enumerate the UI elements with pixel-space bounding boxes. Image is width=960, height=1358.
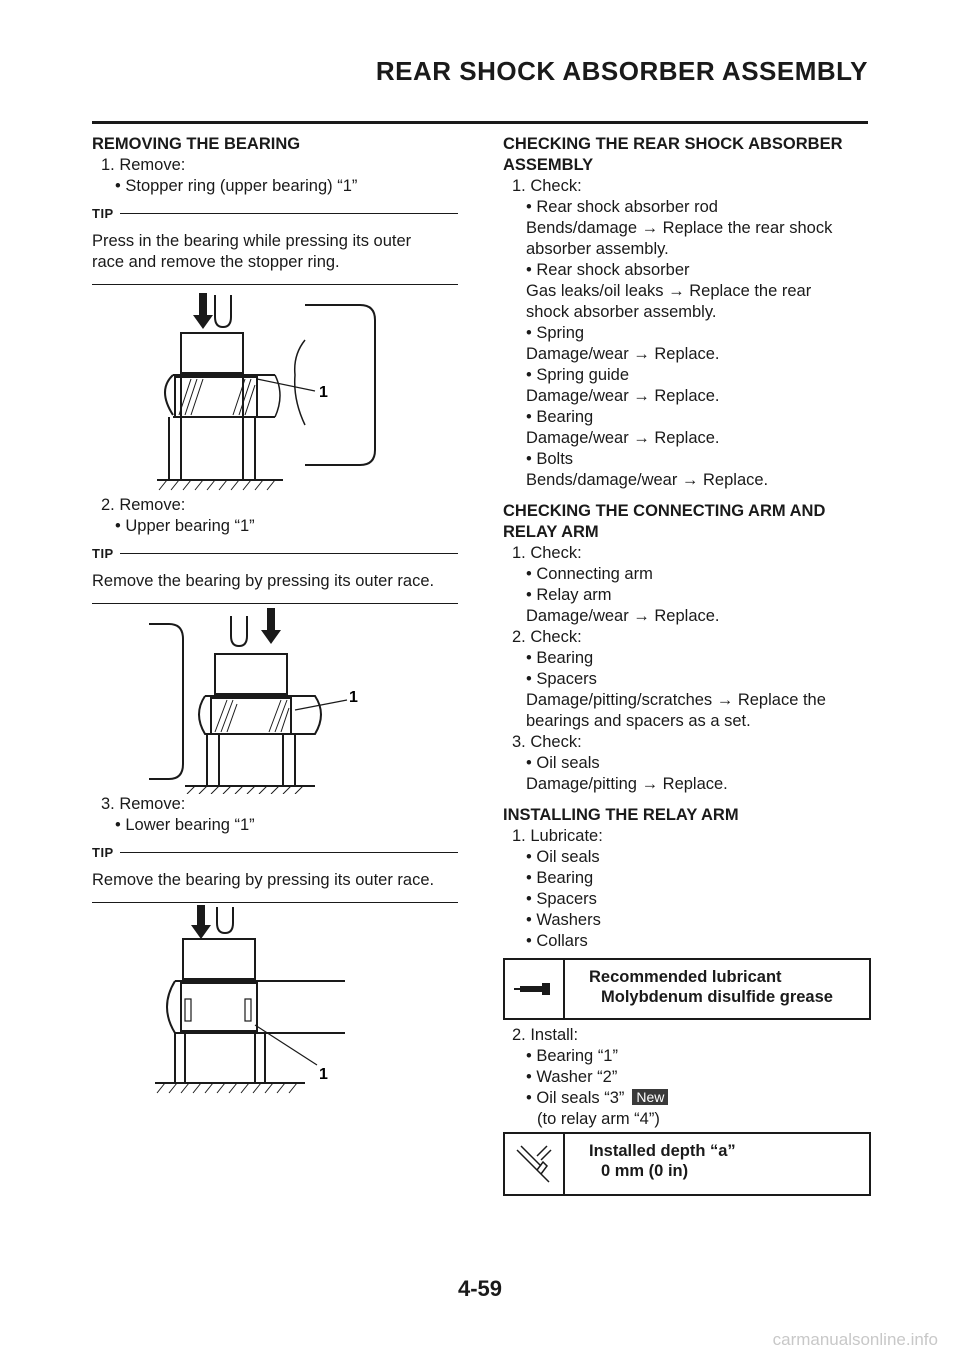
- tip-label: TIP: [92, 205, 114, 221]
- tip-rule: [120, 213, 458, 214]
- spec-value: 0 mm (0 in): [601, 1162, 689, 1180]
- caliper-icon: [505, 1134, 565, 1194]
- page-number: 4-59: [457, 1276, 503, 1301]
- hatch-pattern: [187, 700, 303, 794]
- spec-label: Installed depth “a”: [589, 1142, 736, 1160]
- watermark: carmanualsonline.info: [772, 1330, 938, 1349]
- check-list-arms: [503, 543, 869, 795]
- list-item-detail: Bends/damage → Replace the rear shock: [526, 219, 833, 237]
- figure-lower-bearing-removal: [145, 903, 405, 1103]
- list-item-detail: absorber assembly.: [526, 240, 669, 258]
- spec-label: Recommended lubricant: [589, 968, 782, 986]
- arrow-down-icon: [191, 905, 211, 939]
- lubricate-list: [503, 826, 869, 952]
- section-heading-removing-bearing: REMOVING THE BEARING: [92, 135, 301, 153]
- list-item: • Collars: [526, 932, 588, 950]
- grease-gun-icon: [505, 960, 565, 1018]
- list-item: • Connecting arm: [526, 565, 653, 583]
- step-label: 2. Check:: [512, 628, 582, 646]
- list-item: • Spring: [526, 324, 585, 342]
- tip-line: Press in the bearing while pressing its outer: [92, 232, 412, 250]
- section-heading-checking-arm-cont: RELAY ARM: [503, 523, 599, 541]
- list-item-detail: Damage/wear → Replace.: [526, 345, 720, 363]
- list-item-detail: Damage/wear → Replace.: [526, 429, 720, 447]
- tip-label: TIP: [92, 844, 114, 860]
- callout-1: 1: [319, 1066, 328, 1083]
- list-item: • Spacers: [526, 670, 597, 688]
- tip-text: Remove the bearing by pressing its outer race.: [92, 871, 435, 889]
- list-item: • Oil seals: [526, 848, 600, 866]
- check-list-shock: [503, 197, 869, 491]
- title-rule: [92, 121, 868, 124]
- section-heading-installing-relay-arm: INSTALLING THE RELAY ARM: [503, 806, 739, 824]
- list-item: • Rear shock absorber rod: [526, 198, 718, 216]
- step-item-oil-seals: [503, 1088, 869, 1109]
- list-item: • Bearing: [526, 408, 594, 426]
- list-item-detail: Gas leaks/oil leaks → Replace the rear: [526, 282, 812, 300]
- step-item: • Washer “2”: [526, 1068, 618, 1086]
- list-item-detail: Bends/damage/wear → Replace.: [526, 471, 769, 489]
- oil-seals-text: • Oil seals “3”: [526, 1089, 625, 1107]
- list-item-detail: bearings and spacers as a set.: [526, 712, 751, 730]
- new-part-badge: New: [632, 1089, 668, 1105]
- callout-1: 1: [349, 689, 358, 706]
- install-step: [503, 1025, 869, 1130]
- section-heading-checking-shock: CHECKING THE REAR SHOCK ABSORBER: [503, 135, 843, 153]
- figure-upper-bearing-removal: [145, 604, 405, 794]
- step-label: 1. Lubricate:: [512, 827, 603, 845]
- arrow-down-icon: [193, 293, 213, 329]
- list-item: • Spring guide: [526, 366, 630, 384]
- step-label: 3. Check:: [512, 733, 582, 751]
- tip-text: Remove the bearing by pressing its outer race.: [92, 572, 435, 590]
- section-heading-checking-arm: CHECKING THE CONNECTING ARM AND: [503, 502, 826, 520]
- tip-label: TIP: [92, 545, 114, 561]
- tip-rule: [120, 553, 458, 554]
- list-item: • Relay arm: [526, 586, 612, 604]
- list-item-detail: Damage/pitting → Replace.: [526, 775, 728, 793]
- step-item: • Stopper ring (upper bearing) “1”: [115, 177, 358, 195]
- page-title: REAR SHOCK ABSORBER ASSEMBLY: [375, 56, 868, 86]
- section-heading-checking-shock-cont: ASSEMBLY: [503, 156, 594, 174]
- tip-header: [92, 204, 458, 222]
- list-item: • Bolts: [526, 450, 574, 468]
- step-label: 2. Install:: [512, 1026, 579, 1044]
- list-item: • Spacers: [526, 890, 597, 908]
- left-column: [92, 134, 458, 1103]
- right-column: [503, 134, 869, 952]
- list-item: • Bearing: [526, 649, 594, 667]
- step-item: • Bearing “1”: [526, 1047, 618, 1065]
- figure-stopper-ring-removal: [145, 285, 405, 495]
- step-label: 1. Check:: [512, 177, 582, 195]
- step-label: 3. Remove:: [101, 795, 186, 813]
- list-item: • Washers: [526, 911, 601, 929]
- step-label: 2. Remove:: [101, 496, 186, 514]
- tip-rule: [120, 852, 458, 853]
- list-item-detail: Damage/wear → Replace.: [526, 387, 720, 405]
- list-item-detail: Damage/pitting/scratches → Replace the: [526, 691, 826, 709]
- tip-line: race and remove the stopper ring.: [92, 253, 340, 271]
- list-item-detail: Damage/wear → Replace.: [526, 607, 720, 625]
- spec-box-lubricant: [503, 958, 871, 1020]
- step-label: 1. Remove:: [101, 156, 186, 174]
- list-item: • Oil seals: [526, 754, 600, 772]
- list-item: • Bearing: [526, 869, 594, 887]
- tip-header: [92, 544, 458, 562]
- arrow-down-icon: [261, 608, 281, 644]
- list-item-detail: shock absorber assembly.: [526, 303, 717, 321]
- list-item: • Rear shock absorber: [526, 261, 690, 279]
- step-note: (to relay arm “4”): [537, 1110, 660, 1128]
- tip-text: [92, 231, 458, 273]
- step-item: • Lower bearing “1”: [115, 816, 255, 834]
- tip-header: [92, 843, 458, 861]
- callout-1: 1: [319, 384, 328, 401]
- spec-box-installed-depth: [503, 1132, 871, 1196]
- hatch-pattern: [157, 1083, 297, 1093]
- spec-value: Molybdenum disulfide grease: [601, 988, 833, 1006]
- step-label: 1. Check:: [512, 544, 582, 562]
- step-item: • Upper bearing “1”: [115, 517, 255, 535]
